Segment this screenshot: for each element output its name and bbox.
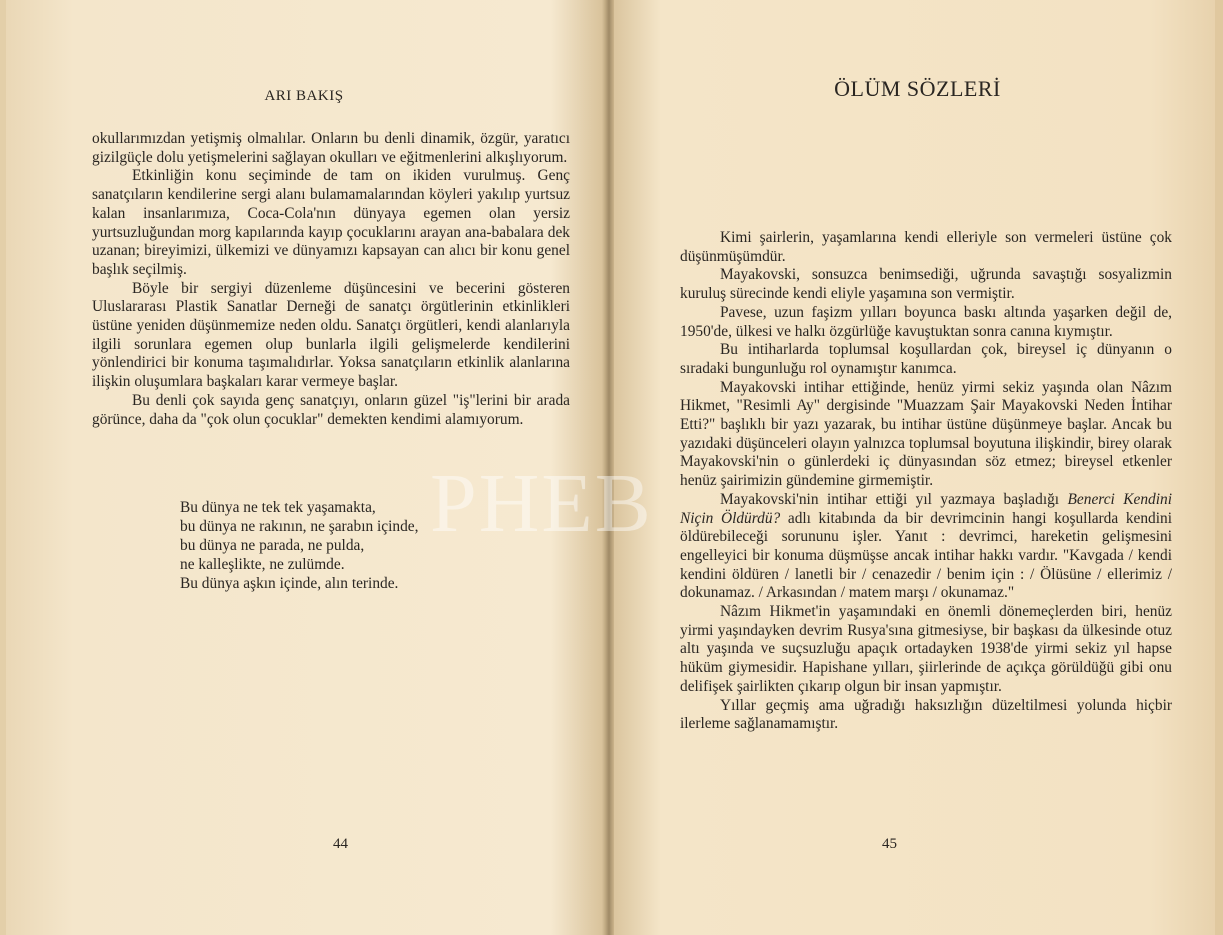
right-page — [612, 0, 1223, 935]
left-page — [0, 0, 608, 935]
right-paragraph-2: Mayakovski, sonsuzca benimsediği, uğrunda savaştığı sosyalizmin kuruluş sürecinde kendi eliyle yaşamına son vermiştir. — [680, 266, 1172, 303]
right-paragraph-4: Bu intiharlarda toplumsal koşullardan çok, bireysel iç dünyanın o sıradaki bungunluğu rol oynamıştır kanımca. — [680, 341, 1172, 377]
watermark: PHEB — [430, 457, 653, 550]
poem-line-2: bu dünya ne rakının, ne şarabın içinde, — [180, 518, 419, 535]
poem-excerpt — [180, 498, 418, 593]
chapter-title: ÖLÜM SÖZLERİ — [834, 76, 1001, 101]
poem-line-5: Bu dünya aşkın içinde, alın terinde. — [180, 575, 399, 592]
right-body-text — [680, 229, 1172, 734]
poem-line-3: bu dünya ne parada, ne pulda, — [180, 537, 365, 554]
poem-line-4: ne kalleşlikte, ne zulümde. — [180, 556, 345, 573]
left-paragraph-1: okullarımızdan yetişmiş olmalılar. Onların bu denli dinamik, özgür, yaratıcı gizilgüçle dolu yetişmelerini sağlayan okulları ve eğitmenlerini alkışlıyorum. — [92, 130, 570, 166]
right-paragraph-3: Pavese, uzun faşizm yılları boyunca baskı altında yaşarken değil de, 1950'de, ülkesi ve halkı özgürlüğe kavuştuktan sonra canına kıymıştır. — [680, 303, 1172, 340]
left-page-number: 44 — [333, 836, 348, 852]
book-title-benerci: Benerci Kendini Niçin Öldürdü? — [680, 490, 1172, 527]
paragraph-6-rest: adlı kitabında da bir devrimcinin hangi koşullarda kendini öldürebileceği sorununu işler. Yanıt : devrimci, hareketin gelişmesini engelleyici bir konuma düşmüşse ancak intihar hakkı vardır. "Kavgada / kendi kendini öldüren / lanetli bir / cenazedir / benim için : / Ölüsüne / ellerimiz / dokunamaz. / Arkasından / matem marşı / okunamaz." — [680, 509, 1172, 602]
right-paragraph-5: Mayakovski intihar ettiğinde, henüz yirmi sekiz yaşında olan Nâzım Hikmet, "Resimli Ay" dergisinde "Muazzam Şair Mayakovski Neden İntihar Etti?" başlıklı bir yazı yazarak, bu intihar üstüne düşünmeye başlar. Ancak bu yazıdaki düşünceleri olayın yalnızca toplumsal boyutuna ilişkindir, birey olarak Mayakovski'nin o günlerdeki iç dünyasından söz etmez; bireysel etkenler henüz şairimizin gündemine girmemiştir. — [680, 378, 1172, 490]
right-paragraph-8: Yıllar geçmiş ama uğradığı haksızlığın düzeltilmesi yolunda hiçbir ilerleme sağlanamamıştır. — [680, 696, 1172, 733]
right-page-number: 45 — [882, 836, 897, 852]
right-paragraph-7: Nâzım Hikmet'in yaşamındaki en önemli dönemeçlerden biri, henüz yirmi yaşındayken devrim Rusya'sına gitmesiyse, bir başkası da ülkesinde otuz altı yaşında ve suçsuzluğu apaçık ortadayken 1938'de yirmi sekiz yıl hapse hüküm giymesidir. Hapishane yılları, şiirlerinde de açıkça görüldüğü gibi onu delifişek şairlikten çıkarıp olgun bir insan yapmıştır. — [680, 603, 1172, 695]
right-paragraph-1: Kimi şairlerin, yaşamlarına kendi elleriyle son vermeleri üstüne çok düşünmüşümdür. — [680, 229, 1172, 265]
left-paragraph-3: Böyle bir sergiyi düzenleme düşüncesini ve becerini gösteren Uluslararası Plastik Sanatlar Derneği de sanatçı örgütlerinin etkinlikleri üstüne yeniden düşünmemize neden oldu. Sanatçı örgütleri, kendi alanlarıyla ilgili sorunlara egemen olup bunlarla ilgili gelişmelerde kendilerini yönlendirici bir konuma taşımalıdırlar. Yoksa sanatçıların etkinlik alanlarına ilişkin oluşumlara başkaları karar vermeye başlar. — [92, 279, 570, 391]
left-paragraph-4: Bu denli çok sayıda genç sanatçıyı, onların güzel "iş"lerini bir arada görünce, daha da "çok olun çocuklar" demekten kendimi alamıyorum. — [92, 391, 570, 428]
paragraph-6-lead: Mayakovski'nin intihar ettiği yıl yazmaya başladığı — [720, 490, 1068, 508]
left-body-text — [92, 130, 570, 429]
right-paragraph-6 — [680, 491, 1172, 603]
left-paragraph-2: Etkinliğin konu seçiminde de tam on ikiden vurulmuş. Genç sanatçıların kendilerine sergi alanı bulamamalarından köyleri yakılıp yurtsuz kalan insanlarımıza, Coca-Cola'nın dünyaya egemen olan yersiz yurtsuzluğundan morg kapılarında kayıp çocuklarını arayan ana-babalara dek uzanan; bireyimizi, ülkemizi ve dünyamızı kapsayan can alıcı bir konu genel başlık seçilmiş. — [92, 167, 570, 278]
poem-line-1: Bu dünya ne tek tek yaşamakta, — [180, 499, 376, 516]
left-running-head: ARI BAKIŞ — [264, 88, 344, 104]
